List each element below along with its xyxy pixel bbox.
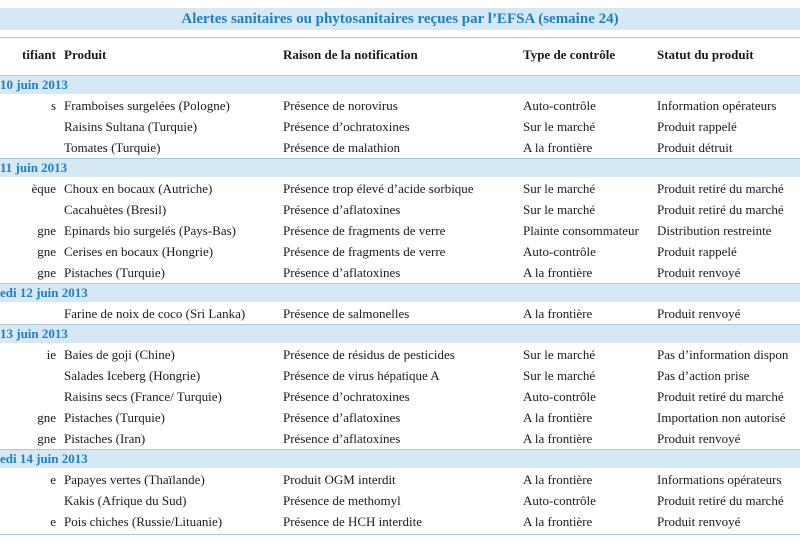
- cell-produit: Raisins secs (France/ Turquie): [64, 389, 222, 404]
- cell-raison: Présence de résidus de pesticides: [283, 347, 455, 362]
- cell-type-controle: Plainte consommateur: [523, 223, 639, 238]
- table-row: [0, 263, 800, 284]
- cell-raison: Présence trop élevé d’acide sorbique: [283, 181, 474, 196]
- column-header-produit: Produit: [64, 47, 107, 62]
- cell-produit: Tomates (Turquie): [64, 140, 161, 155]
- cell-raison: Présence de fragments de verre: [283, 223, 446, 238]
- cell-produit: Cacahuètes (Bresil): [64, 202, 167, 217]
- cell-raison: Présence de virus hépatique A: [283, 368, 440, 383]
- cell-raison: Produit OGM interdit: [283, 472, 396, 487]
- cell-statut: Importation non autorisé: [657, 410, 786, 425]
- cell-raison: Présence d’ochratoxines: [283, 119, 410, 134]
- cell-statut: Produit rappelé: [657, 119, 737, 134]
- cell-statut: Produit renvoyé: [657, 431, 741, 446]
- cell-produit: Papayes vertes (Thaïlande): [64, 472, 205, 487]
- cell-raison: Présence d’ochratoxines: [283, 389, 410, 404]
- cell-pays-notifiant: e: [50, 514, 56, 529]
- cell-pays-notifiant: gne: [37, 410, 56, 425]
- cell-type-controle: Sur le marché: [523, 119, 596, 134]
- cell-produit: Pistaches (Turquie): [64, 265, 165, 280]
- cell-statut: Produit rappelé: [657, 244, 737, 259]
- cell-produit: Pistaches (Iran): [64, 431, 146, 446]
- date-group-header: [0, 284, 800, 302]
- cell-type-controle: Sur le marché: [523, 347, 596, 362]
- cell-type-controle: A la frontière: [523, 472, 593, 487]
- cell-type-controle: Auto-contrôle: [523, 389, 596, 404]
- column-header-controle: Type de contrôle: [523, 47, 616, 62]
- cell-raison: Présence de fragments de verre: [283, 244, 446, 259]
- table-row: [0, 304, 800, 325]
- cell-produit: Raisins Sultana (Turquie): [64, 119, 198, 134]
- date-label: 13 juin 2013: [0, 326, 68, 341]
- cell-produit: Framboises surgelées (Pologne): [64, 98, 230, 113]
- table-row: [0, 117, 800, 138]
- date-group-header: [0, 325, 800, 343]
- cell-type-controle: A la frontière: [523, 514, 593, 529]
- cell-raison: Présence d’aflatoxines: [283, 431, 401, 446]
- table-row: [0, 179, 800, 200]
- table-row: [0, 221, 800, 242]
- cell-statut: Pas d’action prise: [657, 368, 750, 383]
- cell-pays-notifiant: s: [50, 98, 56, 113]
- cell-statut: Produit retiré du marché: [657, 181, 784, 196]
- cell-type-controle: A la frontière: [523, 306, 593, 321]
- cell-produit: Farine de noix de coco (Sri Lanka): [64, 306, 246, 321]
- cell-statut: Produit renvoyé: [657, 306, 741, 321]
- cell-statut: Produit renvoyé: [657, 514, 741, 529]
- date-label: 10 juin 2013: [0, 77, 68, 92]
- cell-produit: Kakis (Afrique du Sud): [64, 493, 187, 508]
- table-row: [0, 96, 800, 117]
- date-group-header: [0, 450, 800, 468]
- date-label: edi 14 juin 2013: [0, 451, 88, 466]
- cell-produit: Pistaches (Turquie): [64, 410, 165, 425]
- table-row: [0, 470, 800, 491]
- cell-pays-notifiant: e: [50, 472, 56, 487]
- cell-raison: Présence de malathion: [283, 140, 400, 155]
- cell-raison: Présence de HCH interdite: [283, 514, 422, 529]
- column-header-raison: Raison de la notification: [283, 47, 418, 62]
- cell-raison: Présence d’aflatoxines: [283, 265, 401, 280]
- cell-produit: Pois chiches (Russie/Lituanie): [64, 514, 223, 529]
- date-group-header: [0, 76, 800, 94]
- cell-statut: Pas d’information dispon: [657, 347, 789, 362]
- date-group-header: [0, 159, 800, 177]
- cell-type-controle: Sur le marché: [523, 202, 596, 217]
- cell-produit: Epinards bio surgelés (Pays-Bas): [64, 223, 236, 238]
- cell-produit: Cerises en bocaux (Hongrie): [64, 244, 214, 259]
- cell-statut: Produit détruit: [657, 140, 733, 155]
- date-label: edi 12 juin 2013: [0, 285, 88, 300]
- cell-statut: Informations opérateurs: [657, 472, 782, 487]
- cell-raison: Présence d’aflatoxines: [283, 202, 401, 217]
- cell-statut: Produit renvoyé: [657, 265, 741, 280]
- column-header-notifiant: tifiant: [22, 47, 56, 62]
- cell-type-controle: Sur le marché: [523, 181, 596, 196]
- cell-produit: Salades Iceberg (Hongrie): [64, 368, 201, 383]
- table-row: [0, 512, 800, 533]
- cell-raison: Présence de norovirus: [283, 98, 398, 113]
- table-row: [0, 491, 800, 512]
- column-header-statut: Statut du produit: [657, 47, 754, 62]
- cell-type-controle: A la frontière: [523, 410, 593, 425]
- cell-produit: Baies de goji (Chine): [64, 347, 175, 362]
- cell-pays-notifiant: gne: [37, 265, 56, 280]
- cell-statut: Distribution restreinte: [657, 223, 772, 238]
- cell-pays-notifiant: ie: [46, 347, 56, 362]
- date-label: 11 juin 2013: [0, 160, 68, 175]
- table-row: [0, 408, 800, 429]
- cell-pays-notifiant: gne: [37, 244, 56, 259]
- cell-raison: Présence de methomyl: [283, 493, 401, 508]
- table-row: [0, 200, 800, 221]
- cell-statut: Produit retiré du marché: [657, 389, 784, 404]
- table-row: [0, 429, 800, 450]
- cell-statut: Information opérateurs: [657, 98, 777, 113]
- table-bottom-rule: [0, 534, 800, 535]
- cell-raison: Présence d’aflatoxines: [283, 410, 401, 425]
- cell-type-controle: Sur le marché: [523, 368, 596, 383]
- table-row: [0, 242, 800, 263]
- table-row: [0, 366, 800, 387]
- cell-type-controle: A la frontière: [523, 140, 593, 155]
- cell-type-controle: A la frontière: [523, 265, 593, 280]
- cell-type-controle: Auto-contrôle: [523, 98, 596, 113]
- table-row: [0, 138, 800, 159]
- table-row: [0, 387, 800, 408]
- cell-pays-notifiant: gne: [37, 223, 56, 238]
- cell-type-controle: Auto-contrôle: [523, 244, 596, 259]
- table-row: [0, 345, 800, 366]
- cell-statut: Produit retiré du marché: [657, 202, 784, 217]
- cell-produit: Choux en bocaux (Autriche): [64, 181, 213, 196]
- table-title: Alertes sanitaires ou phytosanitaires reçues par l’EFSA (semaine 24): [0, 8, 800, 30]
- cell-pays-notifiant: èque: [31, 181, 56, 196]
- cell-type-controle: A la frontière: [523, 431, 593, 446]
- column-header-row: [0, 38, 800, 72]
- cell-raison: Présence de salmonelles: [283, 306, 410, 321]
- cell-statut: Produit retiré du marché: [657, 493, 784, 508]
- cell-type-controle: Auto-contrôle: [523, 493, 596, 508]
- cell-pays-notifiant: gne: [37, 431, 56, 446]
